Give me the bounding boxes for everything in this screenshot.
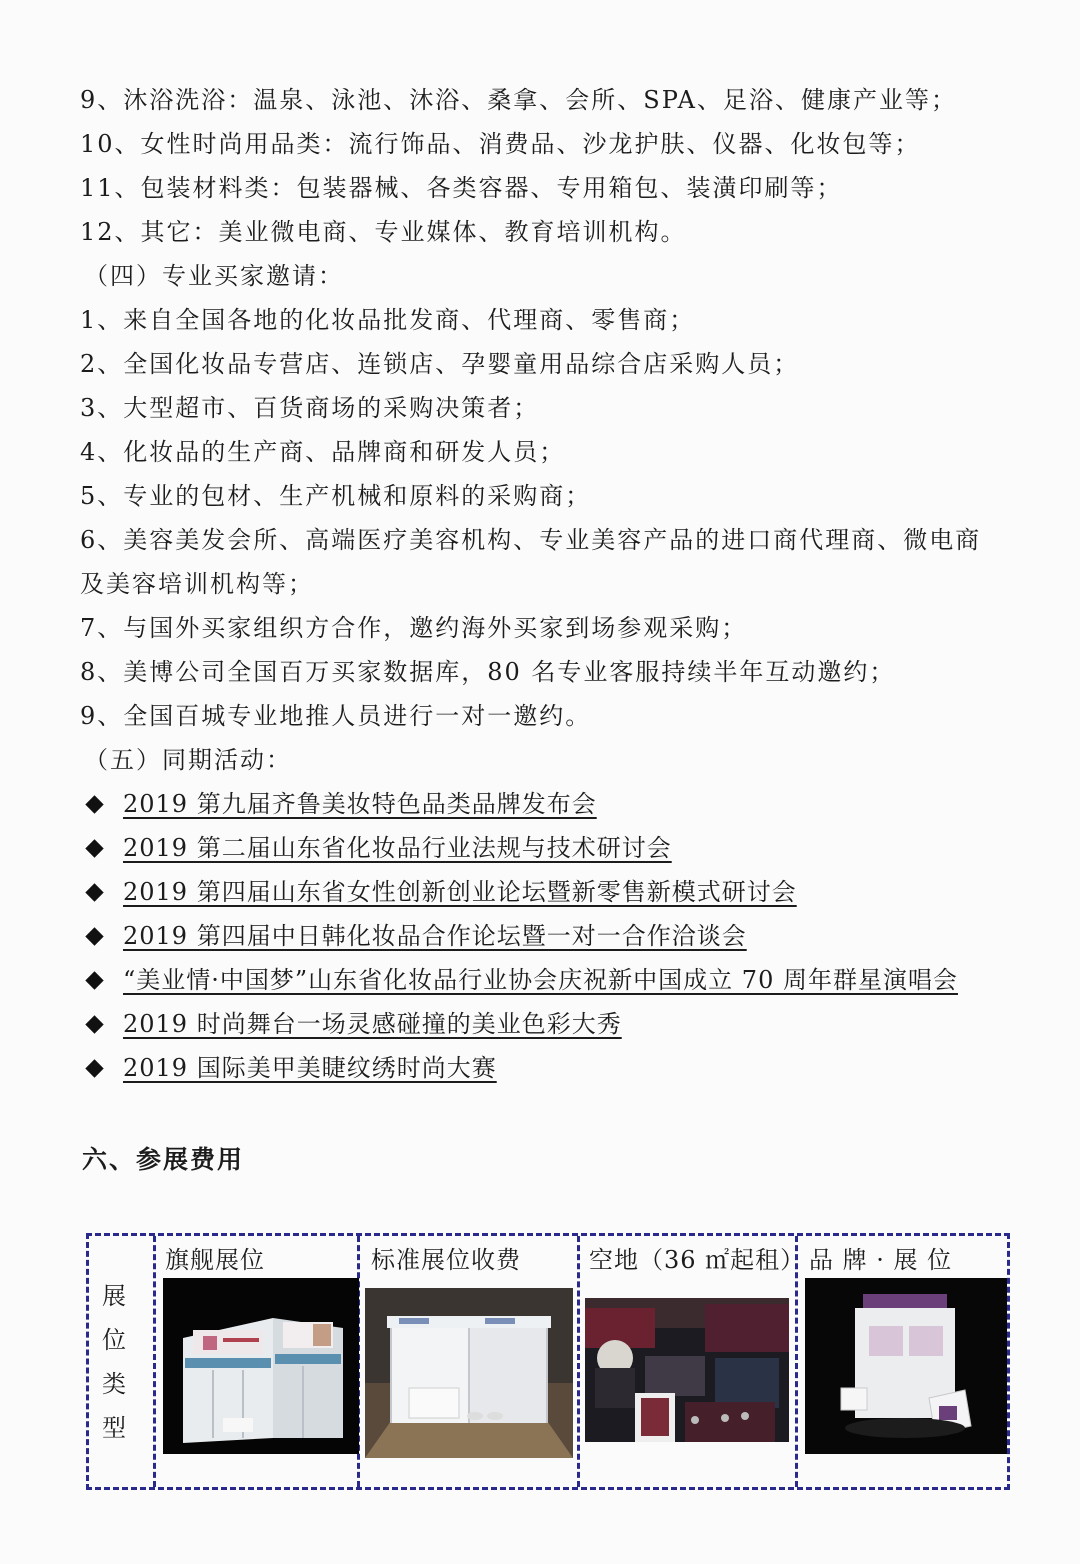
- raw-space-photo: [585, 1298, 789, 1442]
- event-title: 2019 第二届山东省化妆品行业法规与技术研讨会: [123, 834, 672, 862]
- brand-booth-label: 品 牌 · 展 位: [809, 1246, 953, 1274]
- row-header-char: 型: [102, 1414, 126, 1442]
- buyer-item: 8、美博公司全国百万买家数据库，80 名专业客服持续半年互动邀约；: [80, 658, 896, 686]
- standard-booth-photo: [365, 1288, 573, 1458]
- diamond-bullet-icon: [85, 971, 103, 989]
- text-line-10: 10、女性时尚用品类：流行饰品、消费品、沙龙护肤、仪器、化妆包等；: [80, 130, 921, 158]
- row-header-booth-type: [99, 1274, 129, 1450]
- buyer-item: 6、美容美发会所、高端医疗美容机构、专业美容产品的进口商代理商、微电商: [80, 526, 982, 554]
- row-header-char: 位: [102, 1326, 126, 1354]
- text-line-12: 12、其它：美业微电商、专业媒体、教育培训机构。: [80, 218, 687, 246]
- buyer-item: 4、化妆品的生产商、品牌商和研发人员；: [80, 438, 566, 466]
- event-item: [84, 965, 958, 995]
- buyer-item: 5、专业的包材、生产机械和原料的采购商；: [80, 482, 592, 510]
- buyer-item-continued: 及美容培训机构等；: [80, 570, 314, 598]
- diamond-bullet-icon: [85, 795, 103, 813]
- event-item: [84, 833, 672, 863]
- diamond-bullet-icon: [85, 927, 103, 945]
- event-title: 2019 时尚舞台一场灵感碰撞的美业色彩大秀: [123, 1010, 622, 1038]
- event-item: [84, 789, 597, 819]
- column-divider: [577, 1236, 580, 1487]
- row-header-char: 类: [102, 1370, 126, 1398]
- booth-type-table: [86, 1233, 1010, 1490]
- buyers-heading: （四）专业买家邀请：: [84, 262, 344, 290]
- buyer-item: 3、大型超市、百货商场的采购决策者；: [80, 394, 540, 422]
- event-title: “美业情·中国梦”山东省化妆品行业协会庆祝新中国成立 70 周年群星演唱会: [123, 966, 958, 994]
- text-line-11: 11、包装材料类：包装器械、各类容器、专用箱包、装潢印刷等；: [80, 174, 843, 202]
- diamond-bullet-icon: [85, 839, 103, 857]
- section-title-fees: 六、参展费用: [82, 1145, 245, 1174]
- event-item: [84, 1053, 497, 1083]
- buyer-item: 9、全国百城专业地推人员进行一对一邀约。: [80, 702, 592, 730]
- buyer-item: 7、与国外买家组织方合作，邀约海外买家到场参观采购；: [80, 614, 748, 642]
- diamond-bullet-icon: [85, 883, 103, 901]
- standard-booth-label: 标准展位收费: [371, 1246, 521, 1274]
- buyer-item: 1、来自全国各地的化妆品批发商、代理商、零售商；: [80, 306, 696, 334]
- event-item: [84, 1009, 622, 1039]
- buyer-item: 2、全国化妆品专营店、连锁店、孕婴童用品综合店采购人员；: [80, 350, 800, 378]
- event-title: 2019 国际美甲美睫纹绣时尚大赛: [123, 1054, 497, 1082]
- flagship-booth-label: 旗舰展位: [165, 1246, 265, 1274]
- text-line-9: 9、沐浴洗浴：温泉、泳池、沐浴、桑拿、会所、SPA、足浴、健康产业等；: [80, 86, 957, 114]
- event-item: [84, 877, 797, 907]
- brand-booth-photo: [805, 1278, 1007, 1454]
- diamond-bullet-icon: [85, 1015, 103, 1033]
- row-header-char: 展: [102, 1282, 126, 1310]
- event-title: 2019 第九届齐鲁美妆特色品类品牌发布会: [123, 790, 597, 818]
- events-heading: （五）同期活动：: [84, 746, 292, 774]
- event-item: [84, 921, 747, 951]
- event-title: 2019 第四届中日韩化妆品合作论坛暨一对一合作洽谈会: [123, 922, 747, 950]
- diamond-bullet-icon: [85, 1059, 103, 1077]
- flagship-booth-photo: [163, 1278, 359, 1454]
- raw-space-label: 空地（36 ㎡起租）: [589, 1246, 806, 1274]
- column-divider: [153, 1236, 156, 1487]
- event-title: 2019 第四届山东省女性创新创业论坛暨新零售新模式研讨会: [123, 878, 797, 906]
